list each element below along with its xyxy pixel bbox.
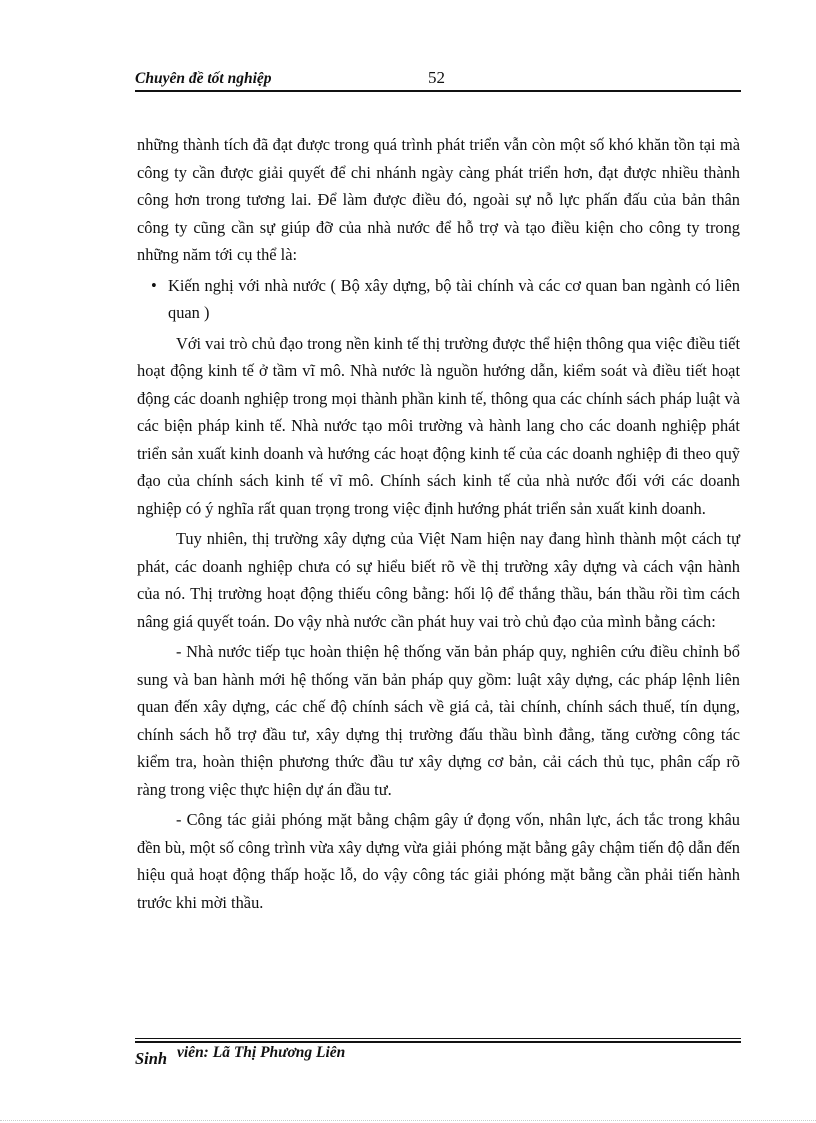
header-title: Chuyên đề tốt nghiệp: [135, 70, 272, 87]
paragraph-5: - Công tác giải phóng mặt bằng chậm gây ứ đọng vốn, nhân lực, ách tắc trong khâu đền bù, một số công trình vừa xây dựng vừa giải phóng mặt bằng gây chậm tiến độ dẫn đến hiệu quả hoạt động thấp hoặc lỗ, do vậy công tác giải phóng mặt bằng cần phải tiến hành trước khi mời thầu.: [137, 810, 740, 912]
page-number: 52: [428, 68, 445, 87]
header-rule: [135, 90, 741, 92]
page-edge-dotted-line: [0, 1120, 816, 1121]
footer-author: viên: Lã Thị Phương Liên: [177, 1044, 346, 1061]
paragraph-1: những thành tích đã đạt được trong quá trình phát triển vẫn còn một số khó khăn tồn tại mà công ty cần được giải quyết để chi nhánh ngày càng phát triển hơn, đạt được nhiều thành công hơn trong tương lai. Để làm được điều đó, ngoài sự nỗ lực phấn đấu của bản thân công ty cũng cần sự giúp đỡ của nhà nước để hỗ trợ và tạo điều kiện cho công ty trong những năm tới cụ thể là:: [137, 135, 740, 264]
bullet-item: [137, 272, 740, 327]
paragraph-4: - Nhà nước tiếp tục hoàn thiện hệ thống văn bản pháp quy, nghiên cứu điều chỉnh bổ sung và ban hành mới hệ thống văn bản pháp quy gồm: luật xây dựng, các pháp lệnh liên quan đến xây dựng, các chế độ chính sách về giá cả, tài chính, chính sách thuế, tín dụng, chính sách hỗ trợ đầu tư, xây dựng thị trường đấu thầu bình đẳng, tăng cường công tác kiểm tra, hoàn thiện phương thức đầu tư xây dựng cơ bản, cải cách thủ tục, phân cấp rõ ràng trong việc thực hiện dự án đầu tư.: [137, 642, 740, 799]
bullet-text: Kiến nghị với nhà nước ( Bộ xây dựng, bộ tài chính và các cơ quan ban ngành có liên quan ): [168, 275, 740, 322]
bullet-icon: •: [151, 275, 157, 295]
footer-label-sinh: Sinh: [135, 1049, 168, 1068]
document-body: [137, 131, 740, 919]
footer-rule-thin: [135, 1038, 741, 1039]
paragraph-3: Tuy nhiên, thị trường xây dựng của Việt Nam hiện nay đang hình thành một cách tự phát, các doanh nghiệp chưa có sự hiểu biết rõ về thị trường xây dựng và cách vận hành của nó. Thị trường hoạt động thiếu công bằng: hối lộ để thắng thầu, bán thầu rồi tìm cách nâng giá quyết toán. Do vậy nhà nước cần phát huy vai trò chủ đạo của mình bằng cách:: [137, 529, 740, 631]
footer-rule-thick: [135, 1041, 741, 1043]
page-header: [135, 68, 741, 90]
paragraph-2: Với vai trò chủ đạo trong nền kinh tế thị trường được thể hiện thông qua việc điều tiết hoạt động kinh tế ở tầm vĩ mô. Nhà nước là nguồn hướng dẫn, kiểm soát và điều tiết hoạt động các doanh nghiệp trong mọi thành phần kinh tế, thông qua các chính sách pháp luật và các biện pháp kinh tế. Nhà nước tạo môi trường và hành lang cho các doanh nghiệp phát triển sản xuất kinh doanh và hướng các hoạt động kinh tế của các doanh nghiệp đi theo quỹ đạo của chính sách kinh tế vĩ mô. Chính sách kinh tế của nhà nước đối với các doanh nghiệp có ý nghĩa rất quan trọng trong việc định hướng phát triển sản xuất kinh doanh.: [137, 333, 740, 518]
